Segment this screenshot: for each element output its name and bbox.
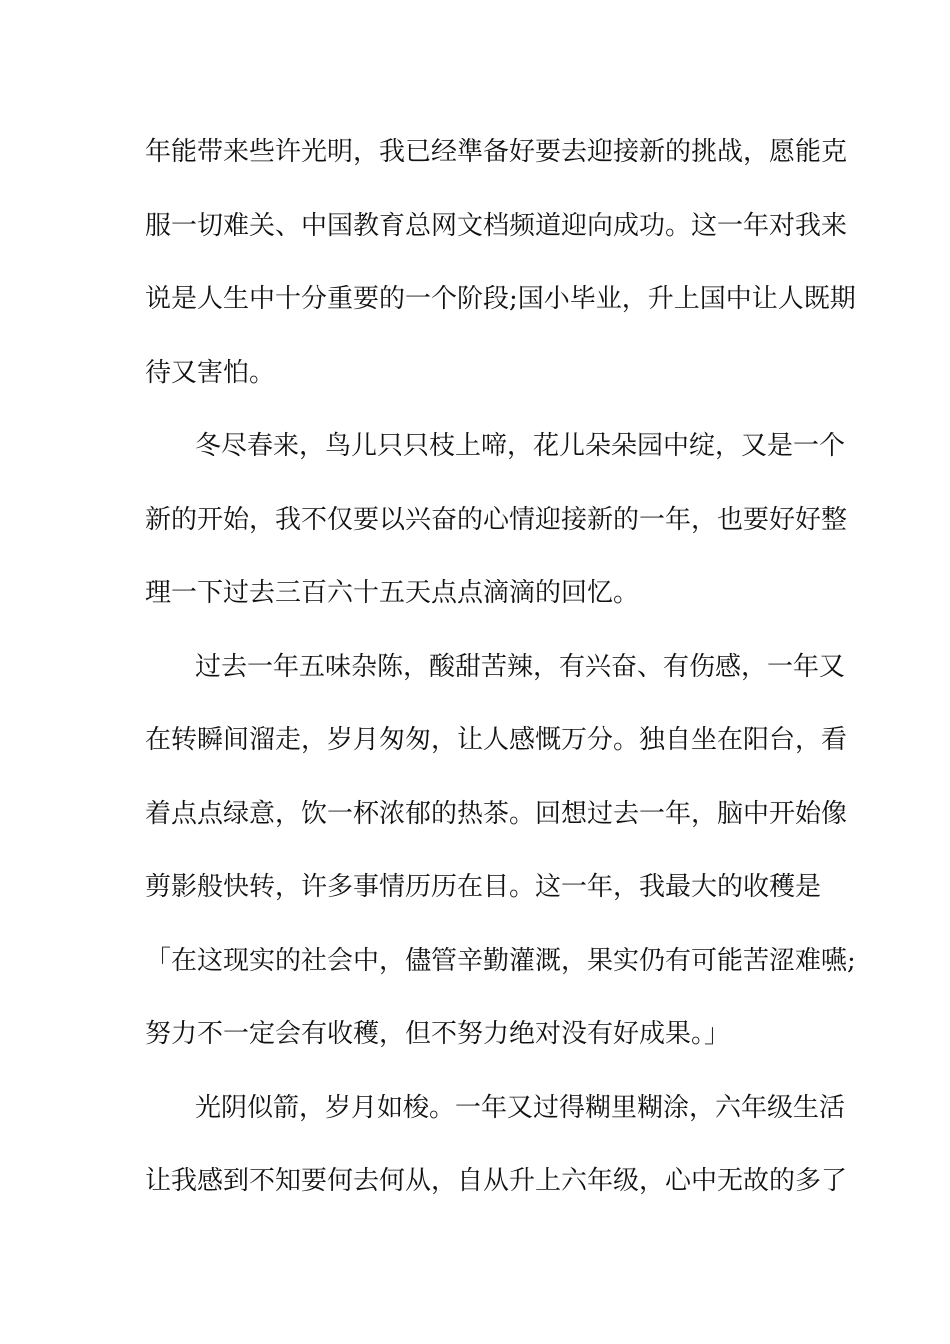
text-line: 「在这现实的社会中，儘管辛勤灌溉，果实仍有可能苦涩难嚥;: [145, 945, 856, 976]
text-line: 新的开始，我不仅要以兴奋的心情迎接新的一年，也要好好整: [145, 504, 848, 535]
text-line: 服一切难关、中国教育总网文档频道迎向成功。这一年对我来: [145, 210, 848, 241]
text-line: 说是人生中十分重要的一个阶段;国小毕业，升上国中让人既期: [145, 284, 856, 314]
text-line: 剪影般快转，许多事情历历在目。这一年，我最大的收穫是: [145, 872, 822, 902]
text-line: 过去一年五味杂陈，酸甜苦辣，有兴奋、有伤感，一年又: [195, 651, 846, 682]
body-text: [145, 124, 856, 1227]
text-line: 待又害怕。: [145, 357, 276, 388]
text-line: 理一下过去三百六十五天点点滴滴的回忆。: [145, 578, 640, 608]
text-line: 着点点绿意，饮一杯浓郁的热茶。回想过去一年，脑中开始像: [145, 798, 848, 829]
text-line: 冬尽春来，鸟儿只只枝上啼，花儿朵朵园中绽，又是一个: [195, 431, 846, 461]
text-line: 努力不一定会有收穫，但不努力绝对没有好成果。」: [145, 1019, 731, 1049]
text-line: 在转瞬间溜走，岁月匆匆，让人感慨万分。独自坐在阳台，看: [145, 725, 848, 755]
text-line: 让我感到不知要何去何从，自从升上六年级，心中无故的多了: [145, 1166, 848, 1196]
text-line: 年能带来些许光明，我已经準备好要去迎接新的挑战，愿能克: [145, 137, 848, 167]
text-line: 光阴似箭，岁月如梭。一年又过得糊里糊涂，六年级生活: [195, 1092, 846, 1123]
